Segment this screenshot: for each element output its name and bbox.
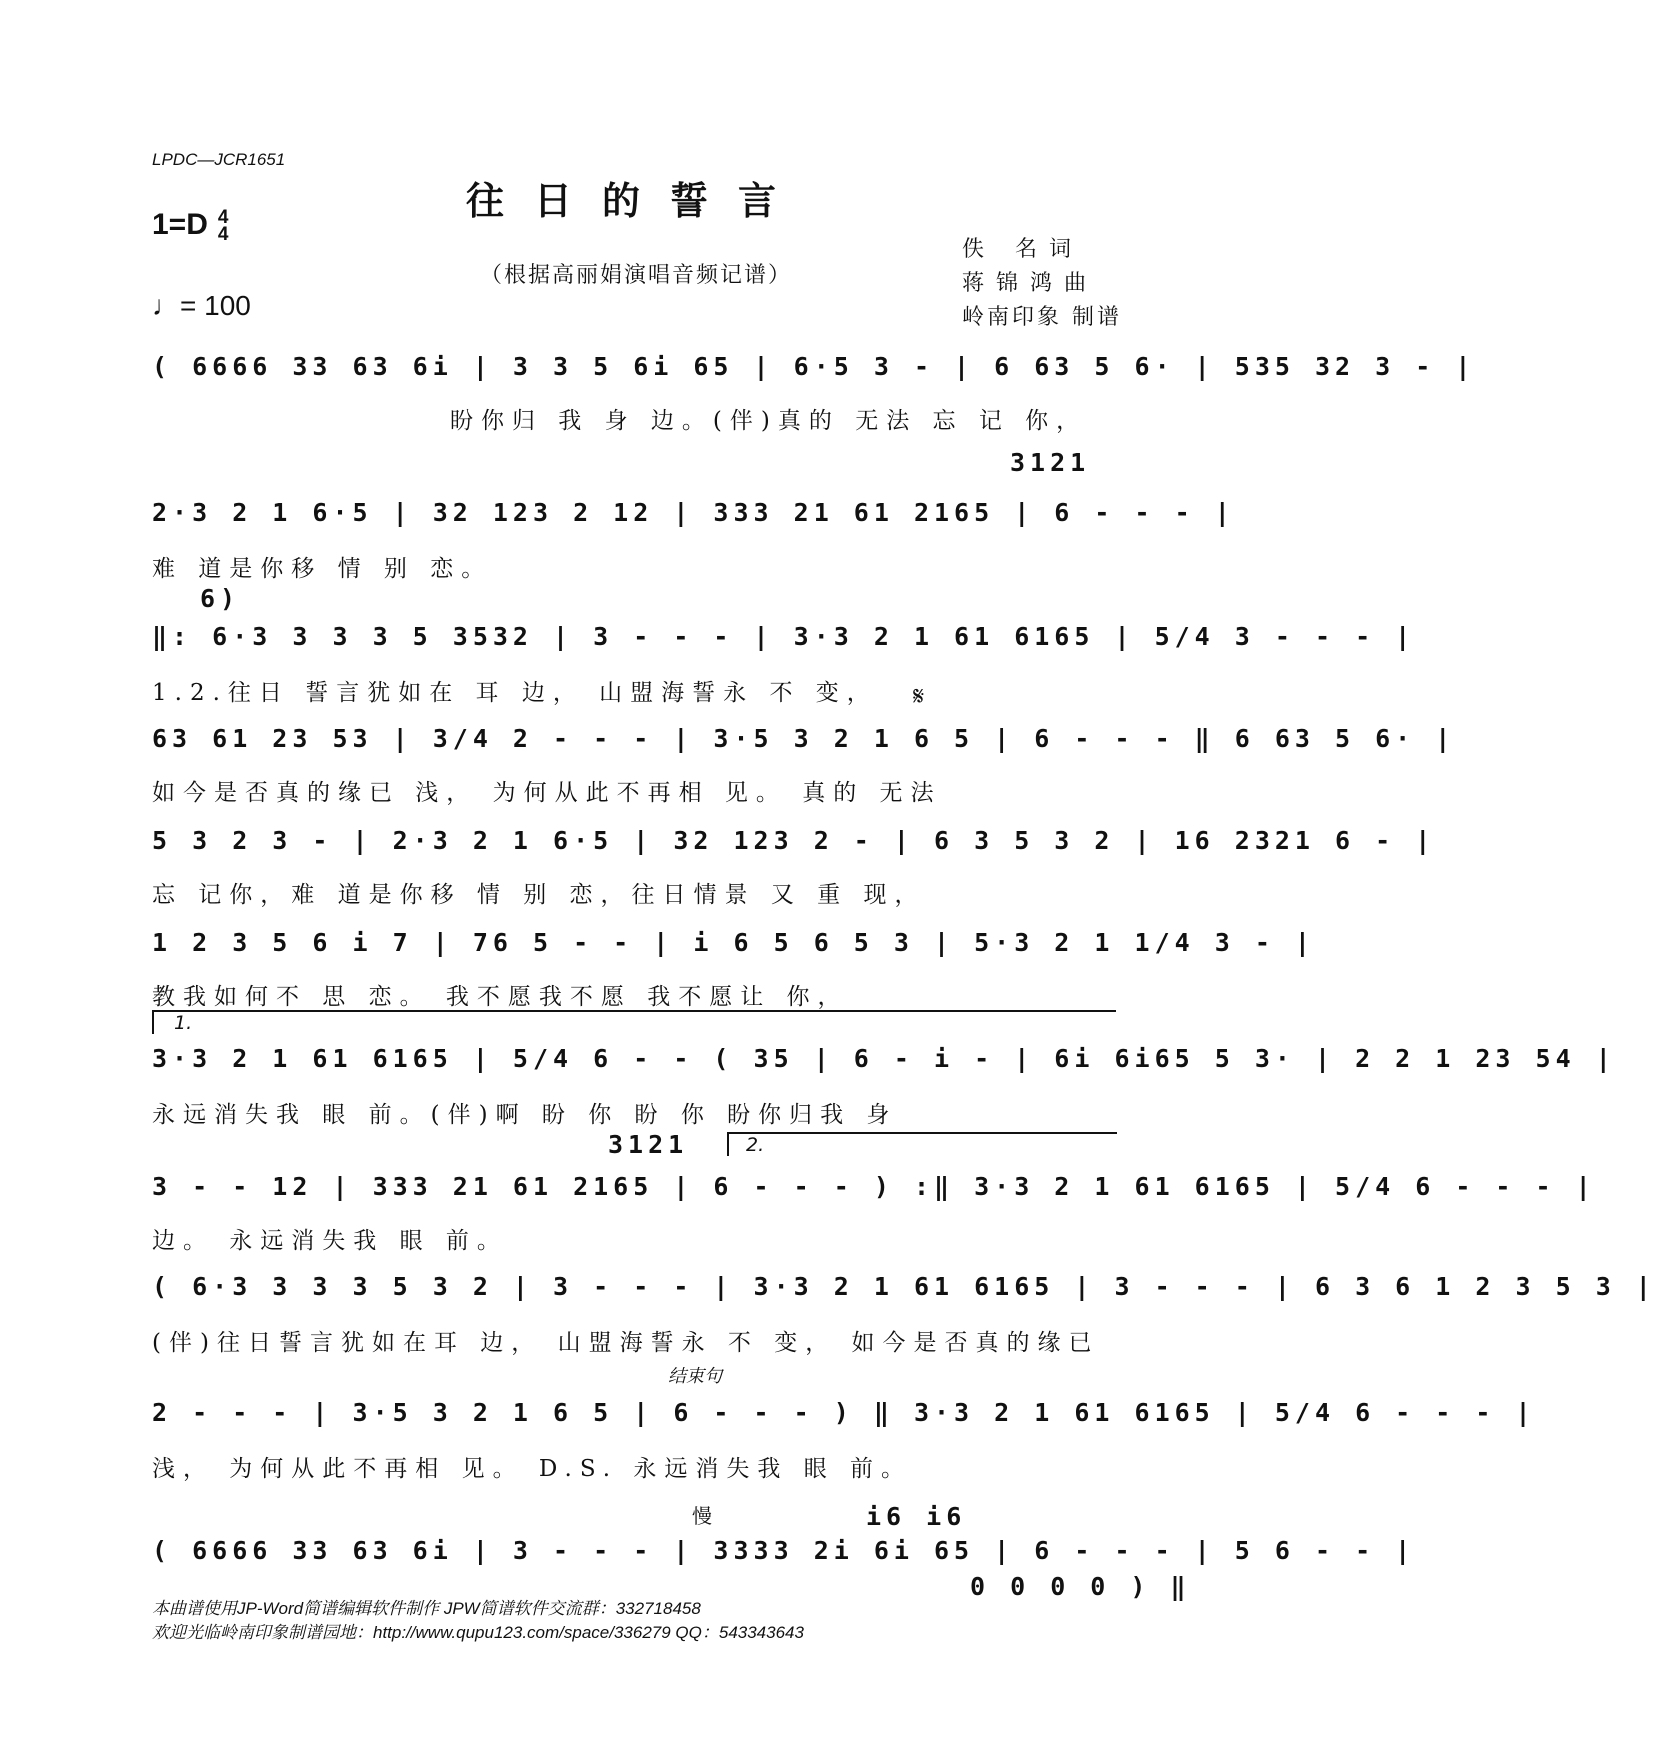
notation-line-11: ( 6666 33 63 6i | 3 - - - | 3333 2i 6i 65 | 6 - - - | 5 6 - - |: [152, 1536, 1416, 1565]
song-title: 往日的誓言: [465, 178, 806, 223]
arranger-credit: 岭南印象 制谱: [962, 305, 1122, 330]
segno-sign: 𝄋: [913, 682, 925, 712]
notation-line-8: 3 - - 12 | 333 21 61 2165 | 6 - - - ) :‖ 3·3 2 1 61 6165 | 5/4 6 - - - |: [152, 1172, 1596, 1201]
notation-line-11-lower: 0 0 0 0 ) ‖: [970, 1572, 1191, 1601]
notation-line-6: 1 2 3 5 6 i 7 | 76 5 - - | i 6 5 6 5 3 | 5·3 2 1 1/4 3 - |: [152, 928, 1315, 957]
key-text: 1=D: [152, 208, 208, 241]
slow-label: 慢: [692, 1504, 712, 1528]
composer-credit: 蒋锦鸿曲: [962, 271, 1099, 296]
notation-line-8-upper: 3121: [608, 1130, 689, 1159]
subtitle: （根据高丽娟演唱音频记谱）: [479, 263, 792, 288]
volta-bracket-1: [152, 1010, 1116, 1034]
notation-line-11-upper: i6 i6: [866, 1502, 967, 1531]
notation-line-3-pre: 6): [200, 584, 241, 613]
lyrics-line-8: 边。 永远消失我 眼 前。: [152, 1228, 508, 1254]
lyrics-line-10: 浅， 为何从此不再相 见。 D.S. 永远消失我 眼 前。: [152, 1456, 913, 1482]
footer-line-2: 欢迎光临岭南印象制谱园地：http://www.qupu123.com/space/336279 QQ：543343643: [152, 1623, 804, 1642]
coda-label: 结束句: [668, 1366, 722, 1387]
notation-line-10: 2 - - - | 3·5 3 2 1 6 5 | 6 - - - ) ‖ 3·3 2 1 61 6165 | 5/4 6 - - - |: [152, 1398, 1536, 1427]
notation-line-9: ( 6·3 3 3 3 5 3 2 | 3 - - - | 3·3 2 1 61 6165 | 3 - - - | 6 3 6 1 2 3 5 3 |: [152, 1272, 1656, 1301]
footer-line-1: 本曲谱使用JP-Word简谱编辑软件制作 JPW简谱软件交流群：332718458: [152, 1599, 701, 1618]
notation-line-7: 3·3 2 1 61 6165 | 5/4 6 - - ( 35 | 6 - i - | 6i 6i65 5 3· | 2 2 1 23 54 |: [152, 1044, 1616, 1073]
lyrics-line-6: 教我如何不 思 恋。 我不愿我不愿 我不愿让 你，: [152, 984, 849, 1010]
lyrics-line-5: 忘 记你，难 道是你移 情 别 恋，往日情景 又 重 现，: [152, 882, 926, 908]
key-signature: [152, 207, 229, 246]
volta-2-label: 2.: [746, 1134, 765, 1156]
notation-line-1: ( 6666 33 63 6i | 3 3 5 6i 65 | 6·5 3 - | 6 63 5 6· | 535 32 3 - |: [152, 352, 1476, 381]
notation-line-4: 63 61 23 53 | 3/4 2 - - - | 3·5 3 2 1 6 5 | 6 - - - ‖ 6 63 5 6· |: [152, 724, 1456, 753]
lyrics-line-9: (伴)往日誓言犹如在耳 边， 山盟海誓永 不 变， 如今是否真的缘已: [152, 1330, 1100, 1356]
lyrics-line-4: 如今是否真的缘已 浅， 为何从此不再相 见。 真的 无法: [152, 780, 942, 806]
time-signature: [217, 207, 229, 246]
notation-line-3: ‖: 6·3 3 3 3 5 3532 | 3 - - - | 3·3 2 1 61 6165 | 5/4 3 - - - |: [152, 622, 1416, 651]
notation-line-5: 5 3 2 3 - | 2·3 2 1 6·5 | 32 123 2 - | 6 3 5 3 2 | 16 2321 6 - |: [152, 826, 1436, 855]
time-top: 4: [217, 207, 229, 229]
lyrics-line-3: 1.2.往日 誓言犹如在 耳 边， 山盟海誓永 不 变，: [152, 680, 878, 706]
lyrics-line-1: 盼你归 我 身 边。(伴)真的 无法 忘 记 你，: [450, 408, 1088, 434]
lyrics-line-2: 难 道是你移 情 别 恋。: [152, 556, 493, 582]
notation-line-2: 2·3 2 1 6·5 | 32 123 2 12 | 333 21 61 2165 | 6 - - - |: [152, 498, 1235, 527]
document-code: LPDC—JCR1651: [152, 150, 286, 169]
tempo-marking: ♩= 100: [152, 290, 251, 321]
lyrics-line-7: 永远消失我 眼 前。(伴)啊 盼 你 盼 你 盼你归我 身: [152, 1102, 898, 1128]
time-bottom: 4: [217, 224, 229, 246]
notation-line-2-upper: 3121: [1010, 448, 1091, 477]
volta-1-label: 1.: [174, 1012, 193, 1034]
volta-bracket-2: [727, 1132, 1117, 1156]
lyricist-credit: 佚 名词: [962, 237, 1083, 262]
